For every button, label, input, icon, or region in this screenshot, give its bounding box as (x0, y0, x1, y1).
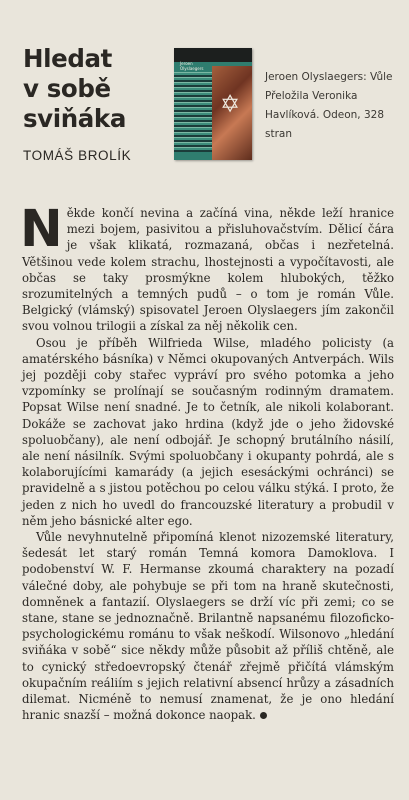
end-mark-icon (260, 712, 267, 719)
paragraph-text: Osou je příběh Wilfrieda Wilse, mladého policisty (a amatérského básníka) v Němci okupovaných Antverpách. Wils jej později coby stařec vypráví pro svého potomka a jeho vzpomínky se prolínají se současným rodinným dramatem. Popsat Wilse není snadné. Je to četník, ale nikoli kolaborant. Dokáže se zachovat jako hrdina (když jde o jeho židovské spoluobčany), ale není odbojář. Je schopný brutálního násilí, ale není násilník. Svými spoluobčany i okupanty pohrdá, ale s kolaborujícími kamarády (a jejich esesáckými ochránci) se pravidelně a s jistou potěchou po celou válku stýká. I proto, že jeden z nich ho uvedl do francouzské literatury a probudil v něm jeho básnické alter ego. (22, 335, 394, 528)
book-cover-image (174, 48, 252, 160)
paragraph-text: ěkde končí nevina a začíná vina, někde leží hranice mezi bojem, pasivitou a přisluhovačstvím. Dělicí čára je však klikatá, rozmazaná, občas i nezřetelná. Většinou vede kolem strachu, lhostejnosti a vypočítavosti, ale občas se taky prosmýkne kolem hlubokých, těžko srozumitelných a temných pudů – o tom je román Vůle. Belgický (vlámský) spisovatel Jeroen Olyslaegers jím zakončil svou volnou trilogii a získal za něj několik cen. (22, 206, 394, 334)
title-line-3: sviňáka (23, 104, 126, 133)
book-title: Jeroen Olyslaegers: Vůle (265, 71, 393, 83)
book-translation-info: Přeložila Veronika Havlíková. Odeon, 328 stran (265, 90, 385, 140)
article-paragraph-1 (20, 200, 394, 335)
article-body (20, 200, 394, 724)
star-of-david-icon: ✡ (220, 90, 241, 118)
cover-top-band (174, 48, 252, 62)
paragraph-text: Vůle nevyhnutelně připomíná klenot nizozemské literatury, šedesát let starý román Temná komora Damoklova. I podobenství W. F. Hermanse zkoumá charaktery na pozadí válečné doby, ale pohybuje se při tom na hraně skutečnosti, domněnek a fantazií. Olyslaegers se drží víc při zemi; co se stane, stane se jednoznačně. Brilantně napsanému filozoficko-psychologickému románu to však neškodí. Wilsonovo „hledání sviňáka v sobě“ sice někdy může působit až příliš chtěně, ale to cynický středoevropský čtenář zřejmě přičítá vlámským okupačním reáliím s jejich relativní absencí hrůzy a zásadních dilemat. Nicméně to nemusí znamenat, že je ono hledání hranic snazší – možná dokonce naopak. (22, 530, 394, 723)
cover-author-text: Jeroen Olyslaegers (180, 61, 204, 71)
title-line-1: Hledat (23, 44, 112, 73)
drop-cap: N (20, 200, 63, 259)
book-info (265, 68, 405, 144)
article-title (23, 44, 173, 134)
article-paragraph-2 (22, 335, 394, 529)
title-line-2: v sobě (23, 74, 111, 103)
article-paragraph-3 (22, 529, 394, 723)
article-author: TOMÁŠ BROLÍK (23, 148, 132, 163)
